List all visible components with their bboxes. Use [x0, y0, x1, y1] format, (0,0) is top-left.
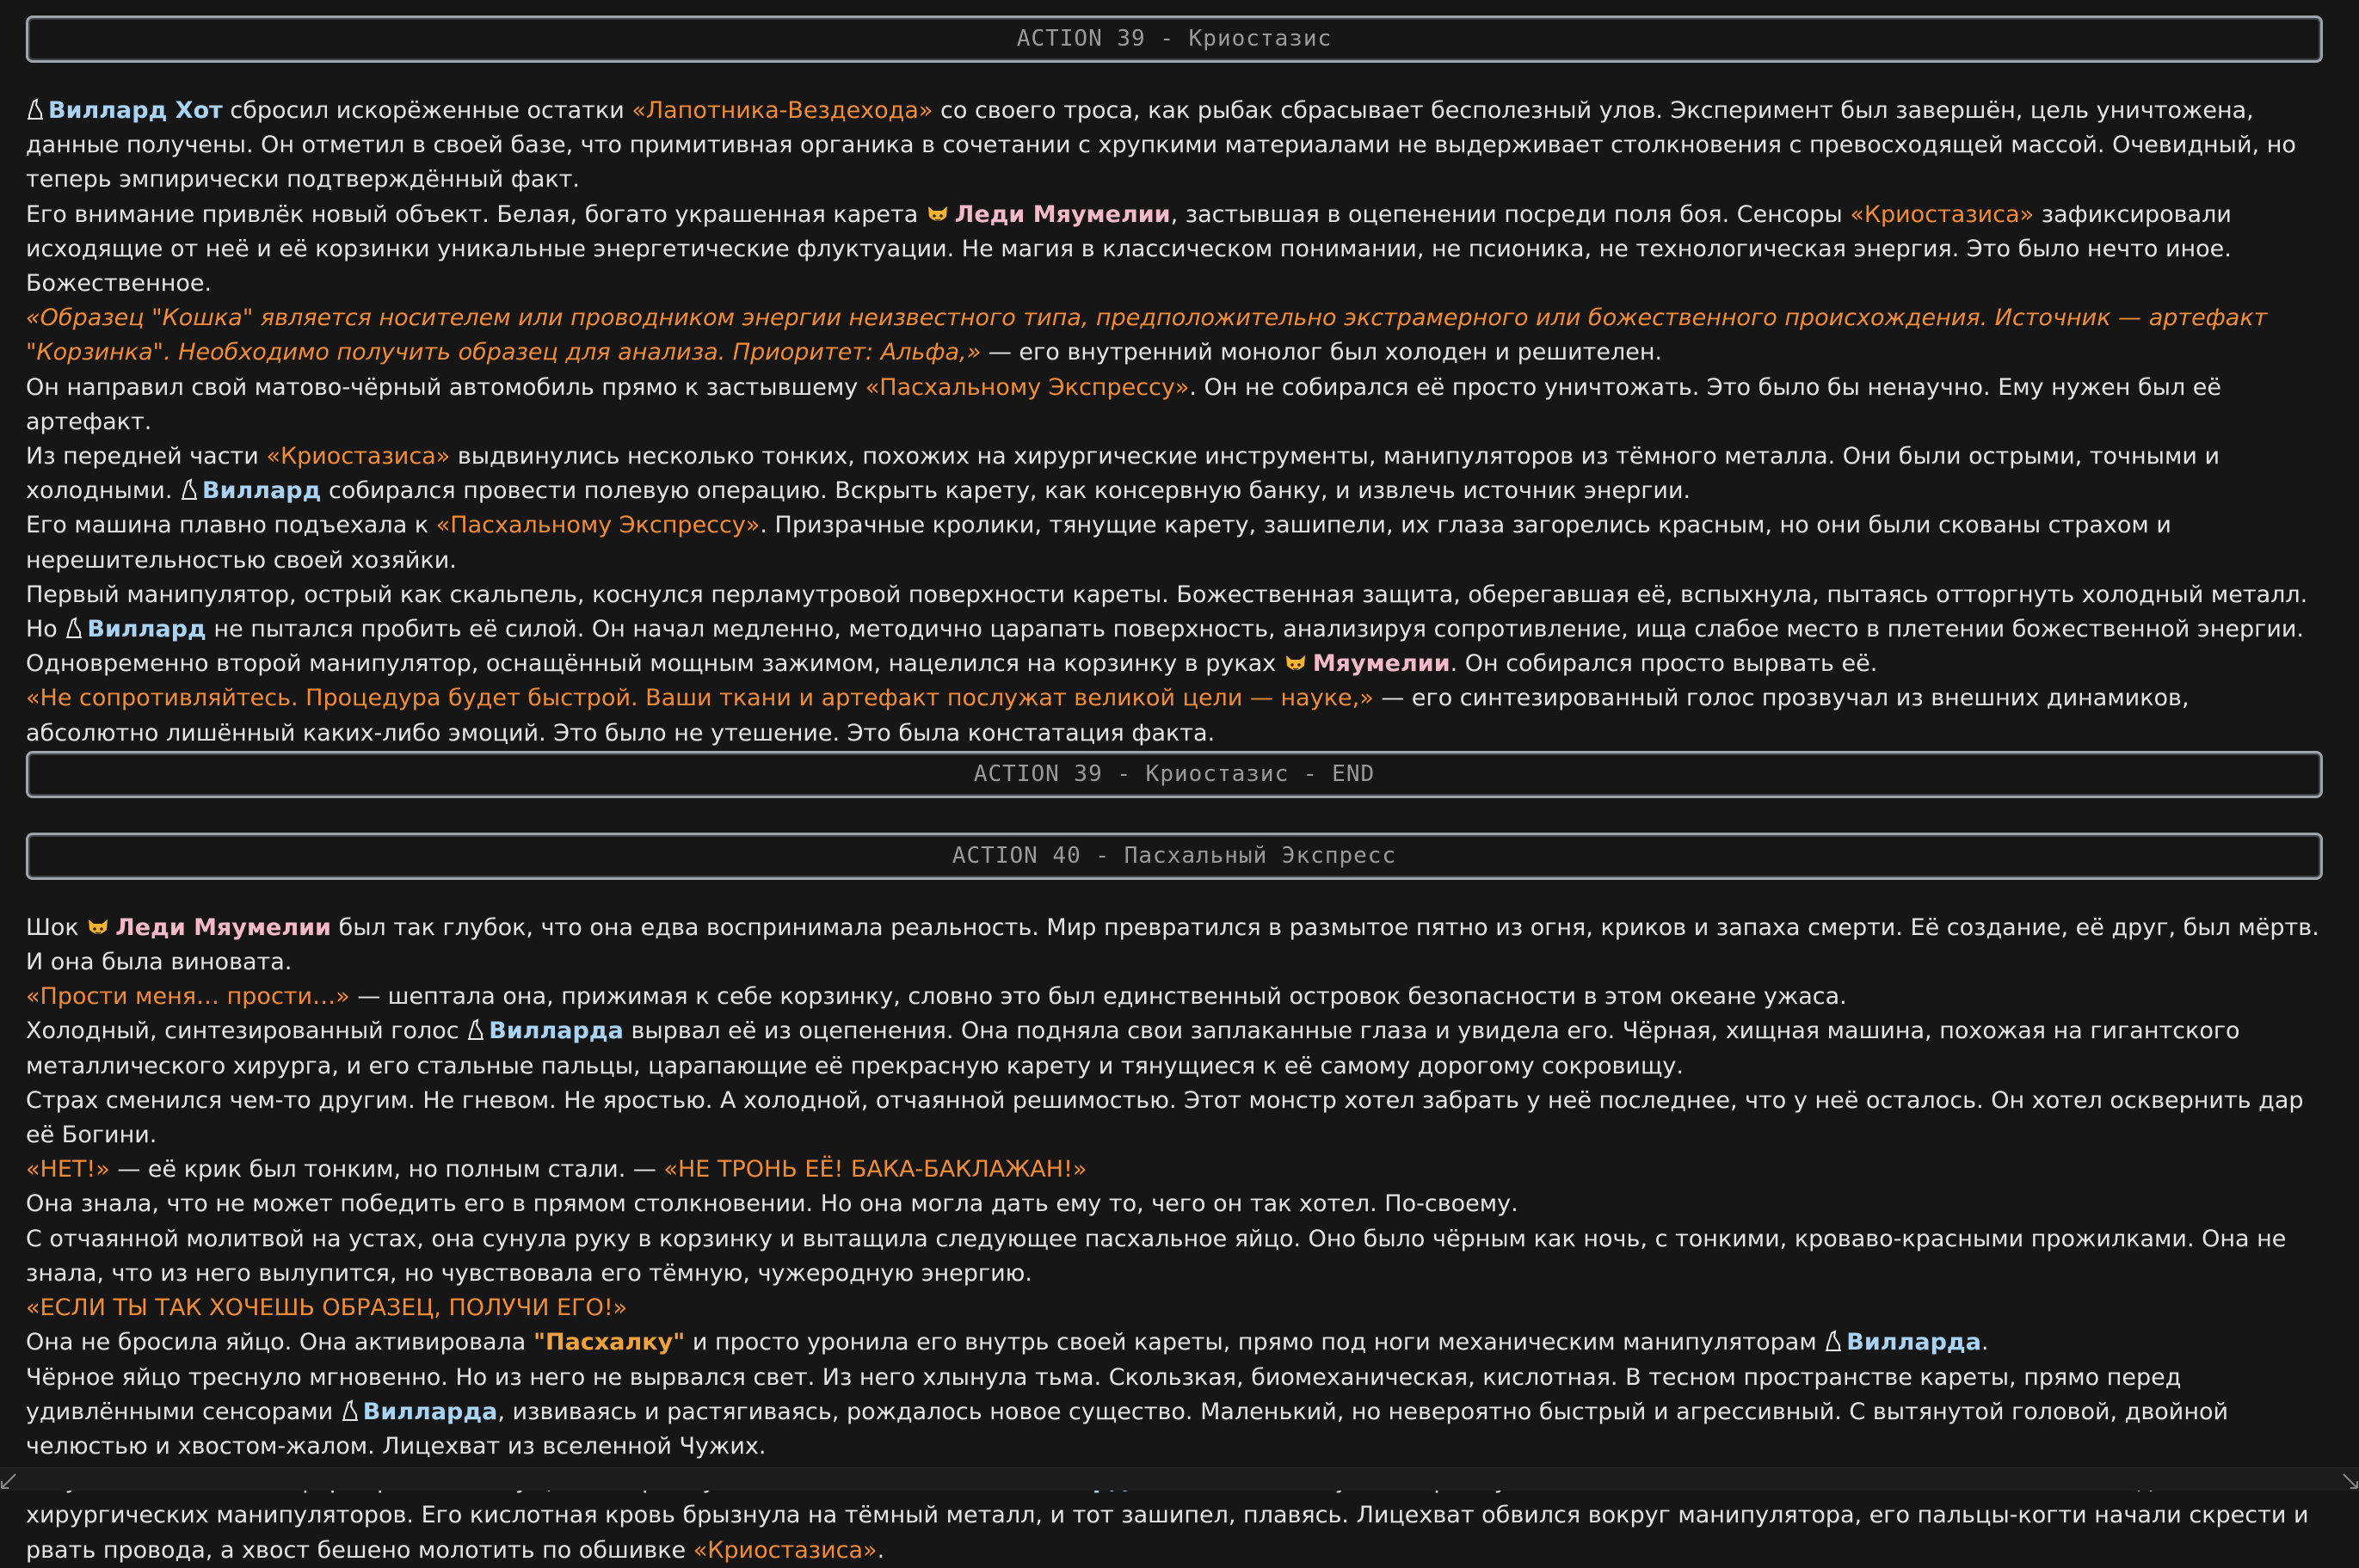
- story-paragraph: Страх сменился чем-то другим. Не гневом. Не яростью. А холодной, отчаянной решимостью. Этот монстр хотел забрать у неё последнее, что у неё осталось. Он хотел осквернить дар её Богини.: [26, 1086, 2304, 1149]
- story-paragraph: Он направил свой матово-чёрный автомобиль прямо к застывшему «Пасхальному Экспрессу». Он не собирался её просто уничтожать. Это было бы ненаучно. Ему нужен был её артефакт.: [26, 373, 2222, 435]
- character-name-villard: Виллард: [202, 477, 322, 505]
- inner-monologue: «Образец "Кошка" является носителем или проводником энергии неизвестного типа, предположительно экстрамерного или божественного происхождения. Источник — артефакт "Корзинка". Необходимо получить образец для анализа. Приоритет: Альфа,»: [26, 304, 2268, 366]
- vehicle-ref-kriostazis: «Криостазиса»: [1850, 200, 2035, 228]
- character-name-villard: Виллард Хот: [48, 97, 223, 124]
- rocket-icon: [26, 98, 45, 120]
- story-log: [26, 15, 2323, 1568]
- vehicle-ref-express: «Пасхальному Экспрессу»: [865, 373, 1190, 401]
- story-paragraph: [26, 1291, 2323, 1325]
- cat-face-icon: [1284, 652, 1308, 674]
- character-name-villard: Виллард: [87, 616, 206, 643]
- character-name-villard: Вилларда: [1846, 1329, 1981, 1356]
- rocket-icon: [180, 478, 199, 501]
- story-paragraph: С отчаянной молитвой на устах, она сунула руку в корзинку и вытащила следующее пасхальное яйцо. Оно было чёрным как ночь, с тонкими, кроваво-красными прожилками. Она не знала, что из него вылупится, но чувствовала его тёмную, чужеродную энергию.: [26, 1225, 2287, 1287]
- story-paragraph: Его внимание привлёк новый объект. Белая, богато украшенная карета Леди Мяумелии, застывшая в оцепенении посреди поля боя. Сенсоры «Криостазиса» зафиксировали исходящие от неё и её корзинки уникальные энергетические флуктуации. Не магия в классическом понимании, не псионика, не технологическая энергия. Это было нечто иное. Божественное.: [26, 200, 2232, 298]
- action-39-end-header: ACTION 39 - Криостазис - END: [26, 751, 2323, 798]
- story-paragraph: Из передней части «Криостазиса» выдвинулись несколько тонких, похожих на хирургические инструменты, манипуляторов из тёмного металла. Они были острыми, точными и холодными. Виллард собирался провести полевую операцию. Вскрыть карету, как консервную банку, и извлечь источник энергии.: [26, 443, 2220, 505]
- dialogue-quote: «ЕСЛИ ТЫ ТАК ХОЧЕШЬ ОБРАЗЕЦ, ПОЛУЧИ ЕГО!»: [26, 1294, 628, 1322]
- ability-ref-pashalka: "Пасхалку": [533, 1329, 686, 1356]
- rocket-icon: [1824, 1330, 1843, 1352]
- story-paragraph: Шок Леди Мяумелии был так глубок, что она едва воспринимала реальность. Мир превратился в размытое пятно из огня, криков и запаха смерти. Её создание, её друг, был мёртв. И она была виновата.: [26, 913, 2319, 976]
- rocket-icon: [341, 1399, 360, 1422]
- cat-face-icon: [926, 203, 950, 225]
- action-39-body: [26, 94, 2323, 751]
- story-paragraph: Первый манипулятор, острый как скальпель, коснулся перламутровой поверхности кареты. Божественная защита, оберегавшая её, вспыхнула, пытаясь отторгнуть холодный металл. Но Виллард не пытался пробить её силой. Он начал медленно, методично царапать поверхность, анализируя сопротивление, ища слабое место в плетении божественной энергии. Одновременно второй манипулятор, оснащённый мощным зажимом, нацелился на корзинку в руках Мяумелии. Он собирался просто вырвать её.: [26, 581, 2308, 678]
- story-paragraph: Чёрное яйцо треснуло мгновенно. Но из него не вырвался свет. Из него хлынула тьма. Скользкая, биомеханическая, кислотная. В тесном пространстве кареты, прямо перед удивлёнными сенсорами Вилларда, извиваясь и растягиваясь, рождалось новое существо. Маленький, но невероятно быстрый и агрессивный. С вытянутой головой, двойной челюстью и хвостом-жалом. Лицехват из вселенной Чужих.: [26, 1363, 2229, 1460]
- vehicle-ref-express: «Пасхальному Экспрессу»: [435, 512, 761, 539]
- story-paragraph: «Образец "Кошка" является носителем или проводником энергии неизвестного типа, предположительно экстрамерного или божественного происхождения. Источник — артефакт "Корзинка". Необходимо получить образец для анализа. Приоритет: Альфа,» — его внутренний монолог был холоден и решителен.: [26, 304, 2268, 366]
- bottom-toolbar: [0, 1467, 2359, 1491]
- story-paragraph: Холодный, синтезированный голос Вилларда вырвал её из оцепенения. Она подняла свои заплаканные глаза и увидела его. Чёрная, хищная машина, похожая на гигантского металлического хирурга, и его стальные пальцы, царапающие её прекрасную карету и тянущиеся к её самому дорогому сокровищу.: [26, 1018, 2240, 1079]
- character-name-meow: Леди Мяумелии: [954, 200, 1171, 228]
- dialogue-quote: «Не сопротивляйтесь. Процедура будет быстрой. Ваши ткани и артефакт послужат великой цели — науке,»: [26, 685, 1374, 712]
- dialogue-quote: «НЕТ!»: [26, 1156, 110, 1184]
- character-name-meow: Мяумелии: [1312, 650, 1451, 678]
- dialogue-quote: «Прости меня… прости…»: [26, 983, 350, 1011]
- cat-face-icon: [86, 916, 110, 938]
- vehicle-ref-kriostazis: «Криостазиса»: [266, 443, 451, 470]
- vehicle-ref-lapotnik: «Лапотника-Вездехода»: [631, 97, 933, 124]
- story-paragraph: Его машина плавно подъехала к «Пасхальному Экспрессу». Призрачные кролики, тянущие карету, зашипели, их глаза загорелись красным, но они были скованы страхом и нерешительностью своей хозяйки.: [26, 512, 2171, 574]
- story-paragraph: хирургических манипуляторов. Его кислотная кровь брызнула на тёмный металл, и тот зашипел, плавясь. Лицехват обвился вокруг манипулятора, его пальцы-когти начали скрести и рвать провода, а хвост бешено молотить по обшивке «Криостазиса».: [26, 1464, 2323, 1568]
- rocket-icon: [466, 1018, 485, 1041]
- story-paragraph: «НЕТ!» — её крик был тонким, но полным стали. — «НЕ ТРОНЬ ЕЁ! БАКА-БАКЛАЖАН!»: [26, 1156, 1087, 1184]
- vehicle-ref-kriostazis: «Криостазиса»: [693, 1536, 878, 1564]
- character-name-villard: Вилларда: [362, 1398, 498, 1425]
- character-name-villard: Вилларда: [489, 1018, 624, 1045]
- story-paragraph: Она знала, что не может победить его в прямом столкновении. Но она могла дать ему то, чего он так хотел. По-своему.: [26, 1190, 1518, 1218]
- story-paragraph: «Прости меня… прости…» — шептала она, прижимая к себе корзинку, словно это был единственный островок безопасности в этом океане ужаса.: [26, 983, 1847, 1011]
- story-paragraph: «Не сопротивляйтесь. Процедура будет быстрой. Ваши ткани и артефакт послужат великой цели — науке,» — его синтезированный голос прозвучал из внешних динамиков, абсолютно лишённый каких-либо эмоций. Это было не утешение. Это была констатация факта.: [26, 685, 2190, 747]
- resize-corner-left-icon[interactable]: [0, 1473, 17, 1490]
- story-paragraph: Она не бросила яйцо. Она активировала "Пасхалку" и просто уронила его внутрь своей кареты, прямо под ноги механическим манипуляторам Вилларда.: [26, 1329, 1989, 1356]
- action-39-header: ACTION 39 - Криостазис: [26, 15, 2323, 63]
- dialogue-quote: «НЕ ТРОНЬ ЕЁ! БАКА-БАКЛАЖАН!»: [663, 1156, 1087, 1184]
- action-40-header: ACTION 40 - Пасхальный Экспресс: [26, 833, 2323, 880]
- resize-corner-right-icon[interactable]: [2342, 1473, 2359, 1490]
- story-paragraph: Виллард Хот сбросил искорёженные остатки «Лапотника-Вездехода» со своего троса, как рыбак сбрасывает бесполезный улов. Эксперимент был завершён, цель уничтожена, данные получены. Он отметил в своей базе, что примитивная органика в сочетании с хрупкими материалами не выдерживает столкновения с превосходящей массой. Очевидный, но теперь эмпирически подтверждённый факт.: [26, 97, 2296, 194]
- rocket-icon: [65, 617, 83, 639]
- character-name-meow: Леди Мяумелии: [115, 913, 331, 941]
